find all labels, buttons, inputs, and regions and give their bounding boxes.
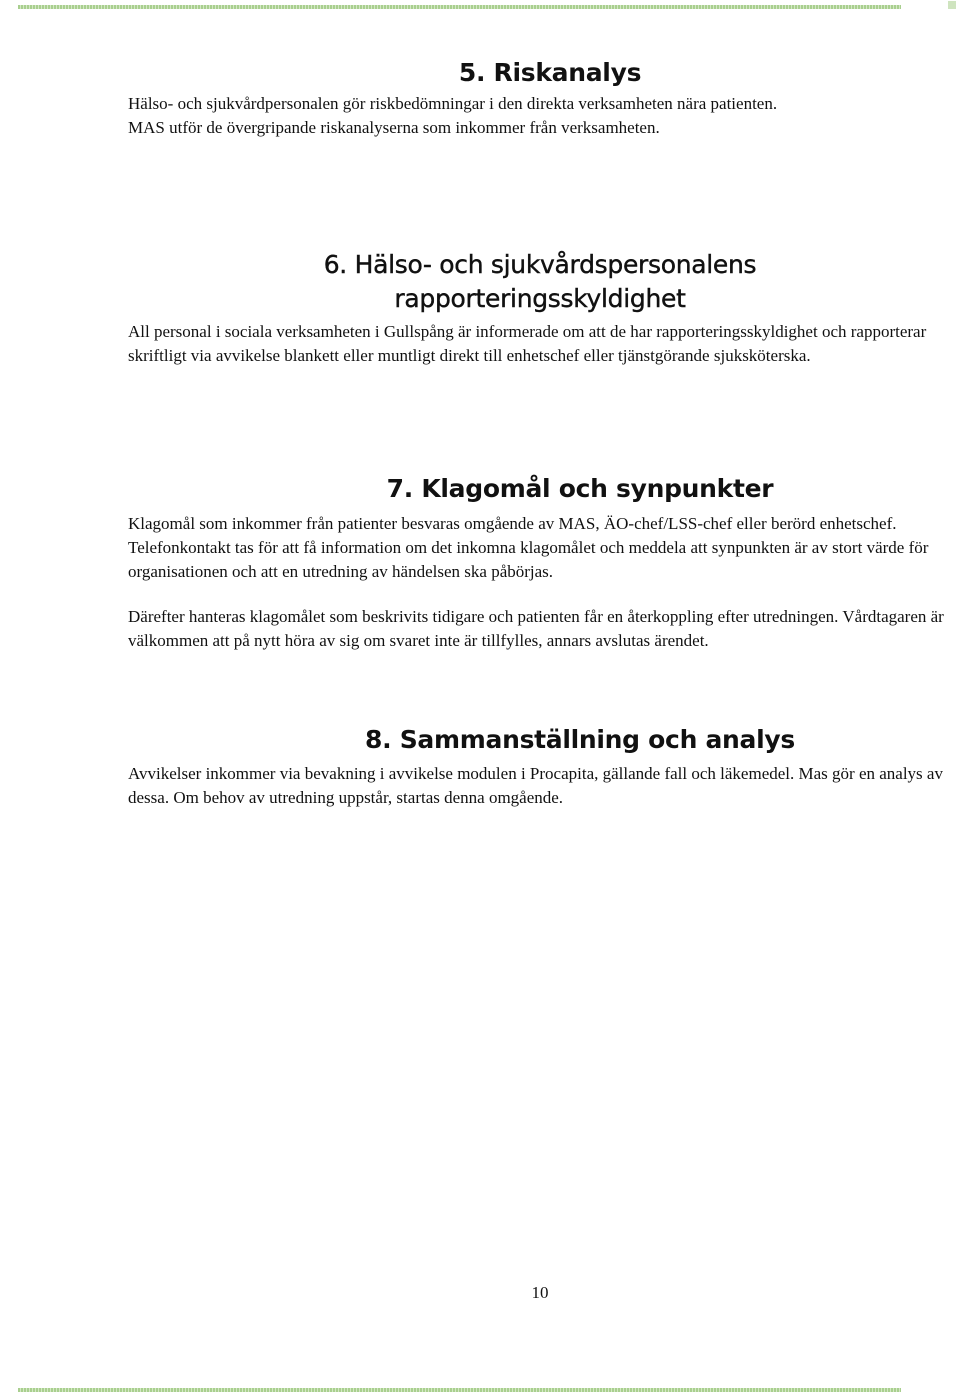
section-5-body [128, 92, 958, 140]
section-5-paragraph-1: Hälso- och sjukvårdpersonalen gör riskbedömningar i den direkta verksamheten nära patienten. [128, 94, 778, 113]
corner-mark [948, 1, 956, 9]
section-7-paragraph-1: Klagomål som inkommer från patienter besvaras omgående av MAS, ÄO-chef/LSS-chef eller berörd enhetschef. Telefonkontakt tas för att få information om det inkomna klagomålet och meddela att synpunkten är av stort värde för organisationen och att en utredning av händelsen ska påbörjas. [128, 514, 929, 581]
top-decorative-rule [18, 5, 901, 9]
section-5-title: 5. Riskanalys [458, 58, 642, 87]
section-7-paragraph-2: Därefter hanteras klagomålet som beskrivits tidigare och patienten får en återkoppling efter utredningen. Vårdtagaren är välkommen att på nytt höra av sig om svaret inte är tillfylles, annars avslutas ärendet. [128, 607, 944, 650]
section-6-paragraph-1: All personal i sociala verksamheten i Gullspång är informerade om att de har rapporteringsskyldighet och rapporterar skriftligt via avvikelse blankett eller muntligt direkt till enhetschef eller tjänstgörande sjuksköterska. [128, 322, 927, 365]
section-6-title [280, 248, 800, 316]
section-8-paragraph-1: Avvikelser inkommer via bevakning i avvikelse modulen i Procapita, gällande fall och läkemedel. Mas gör en analys av dessa. Om behov av utredning uppstår, startas denna omgående. [128, 764, 943, 807]
section-6-title-line-1: 6. Hälso- och sjukvårdspersonalens [323, 250, 757, 279]
page-number: 10 [531, 1283, 549, 1302]
section-7-title: 7. Klagomål och synpunkter [386, 474, 774, 503]
bottom-decorative-rule [18, 1388, 901, 1392]
section-8-title: 8. Sammanställning och analys [365, 725, 795, 754]
section-5-paragraph-2: MAS utför de övergripande riskanalyserna som inkommer från verksamheten. [128, 118, 660, 137]
section-6-title-line-2: rapporteringsskyldighet [394, 284, 686, 313]
